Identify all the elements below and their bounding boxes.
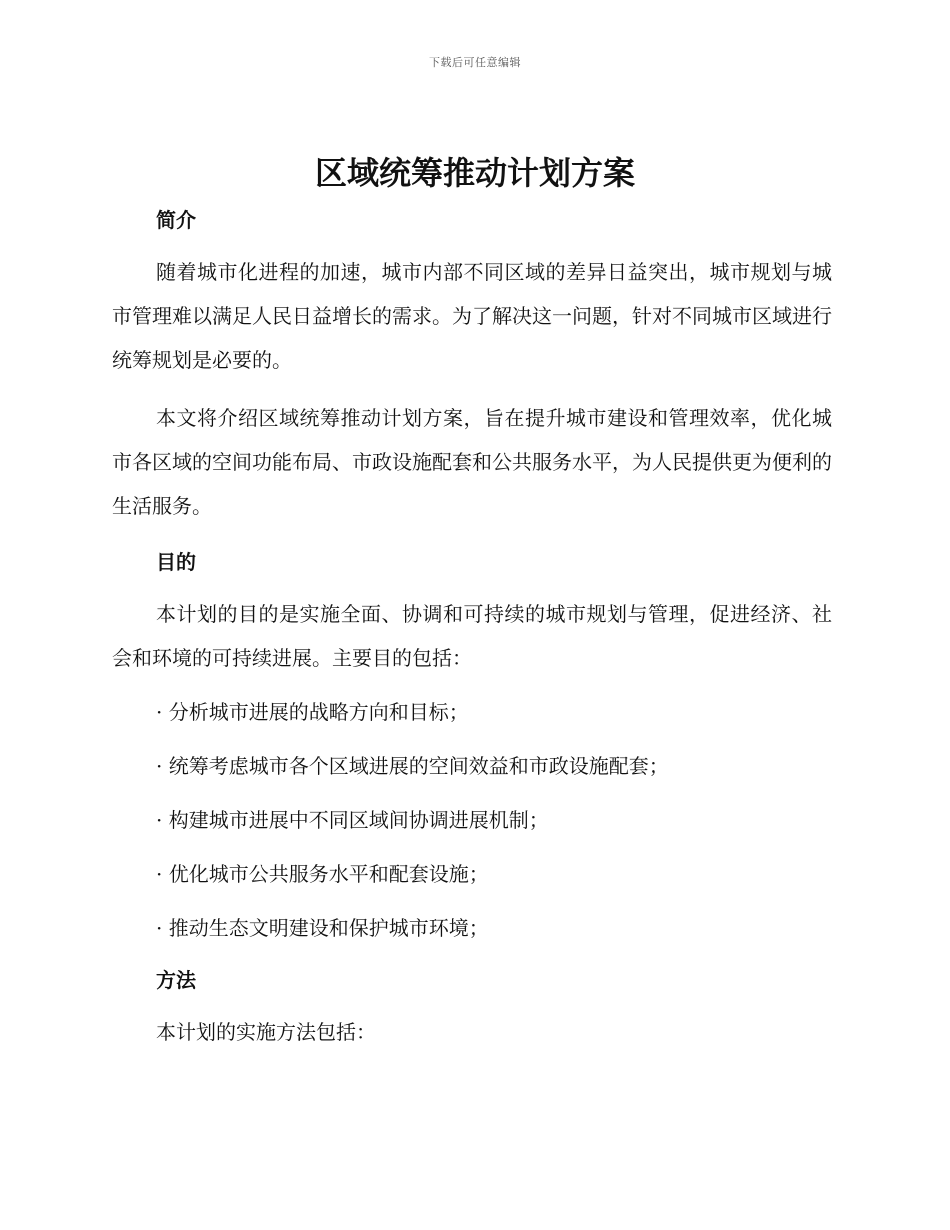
section-heading-method: 方法 [156, 968, 196, 992]
method-paragraph: 本计划的实施方法包括： [156, 1020, 376, 1044]
intro-paragraph-2: 本文将介绍区域统筹推动计划方案，旨在提升城市建设和管理效率，优化城市各区域的空间功能布局、市政设施配套和公共服务水平，为人民提供更为便利的生活服务。 [112, 406, 832, 518]
document-body [112, 200, 832, 1054]
intro-paragraph-1: 随着城市化进程的加速，城市内部不同区域的差异日益突出，城市规划与城市管理难以满足人民日益增长的需求。为了解决这一问题，针对不同城市区域进行统筹规划是必要的。 [112, 260, 832, 372]
list-item: · 优化城市公共服务水平和配套设施； [156, 862, 489, 886]
purpose-list [112, 690, 832, 950]
list-item: · 构建城市进展中不同区域间协调进展机制； [156, 808, 549, 832]
list-item: · 分析城市进展的战略方向和目标； [156, 700, 469, 724]
list-item: · 统筹考虑城市各个区域进展的空间效益和市政设施配套； [156, 754, 669, 778]
purpose-paragraph: 本计划的目的是实施全面、协调和可持续的城市规划与管理，促进经济、社会和环境的可持续进展。主要目的包括： [112, 602, 832, 670]
list-item: · 推动生态文明建设和保护城市环境； [156, 916, 489, 940]
document-title: 区域统筹推动计划方案 [314, 154, 635, 192]
section-heading-purpose: 目的 [156, 550, 196, 574]
section-heading-intro: 简介 [156, 208, 196, 232]
page-header-note: 下载后可任意编辑 [429, 56, 521, 69]
